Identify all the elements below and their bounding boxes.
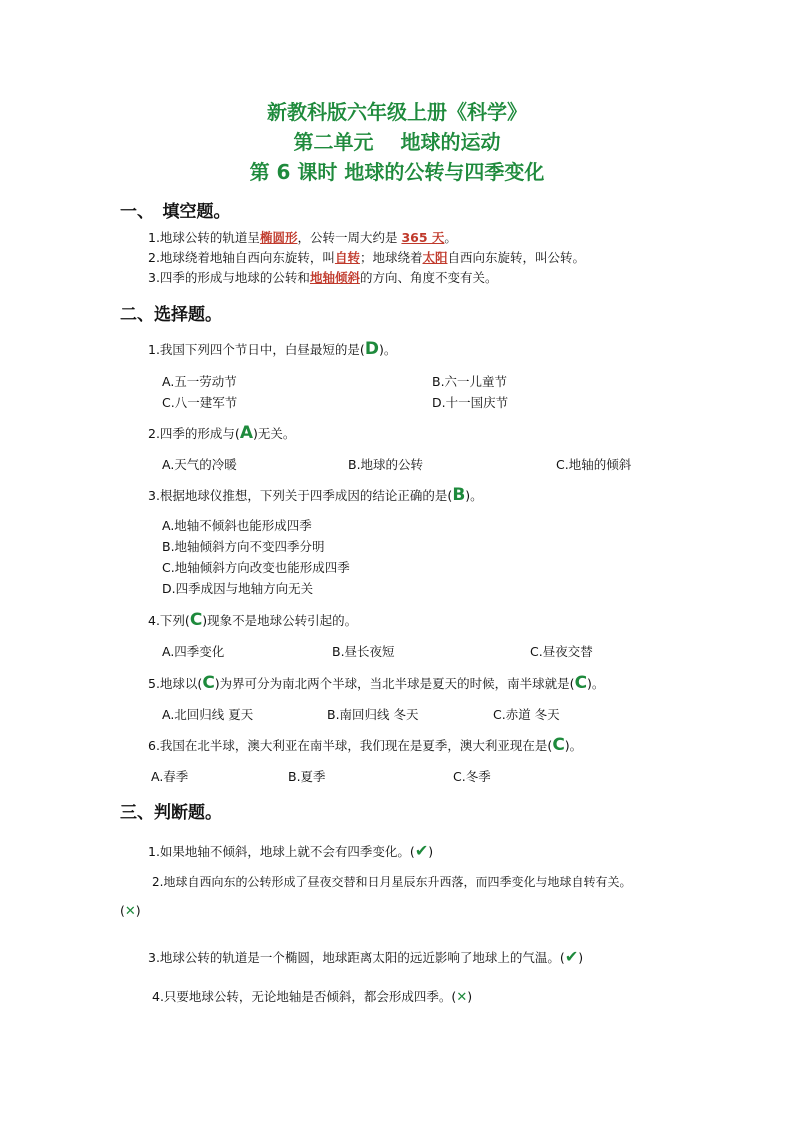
fill-answer: 椭圆形 bbox=[259, 230, 298, 245]
option: C.地轴的倾斜 bbox=[556, 457, 632, 472]
option: A.地轴不倾斜也能形成四季 bbox=[162, 518, 312, 533]
option: B.六一儿童节 bbox=[432, 374, 508, 389]
option: A.五一劳动节 bbox=[162, 374, 237, 389]
option: C.八一建军节 bbox=[162, 395, 238, 410]
choice-question-2: 2.四季的形成与(A)无关。 bbox=[148, 423, 296, 443]
option: B.地轴倾斜方向不变四季分明 bbox=[162, 539, 325, 554]
section-2-heading: 二、选择题。 bbox=[120, 305, 222, 325]
choice-question-1: 1.我国下列四个节日中，白昼最短的是(D)。 bbox=[148, 339, 397, 359]
check-mark-icon: ✔ bbox=[564, 947, 579, 966]
choice-question-5: 5.地球以(C)为界可分为南北两个半球，当北半球是夏天的时候，南半球就是(C)。 bbox=[148, 673, 605, 693]
fill-answer: 自转 bbox=[334, 250, 360, 265]
option: D.十一国庆节 bbox=[432, 395, 509, 410]
option: A.四季变化 bbox=[162, 644, 225, 659]
choice-answer: C bbox=[189, 610, 203, 630]
option: A.春季 bbox=[151, 769, 189, 784]
judge-question-2: 2.地球自西向东的公转形成了昼夜交替和日月星辰东升西落，而四季变化与地球自转有关。 bbox=[152, 875, 632, 889]
fill-question-3: 3.四季的形成与地球的公转和地轴倾斜的方向、角度不变有关。 bbox=[148, 270, 498, 285]
choice-answer: D bbox=[364, 339, 379, 359]
fill-answer: 365 天 bbox=[401, 230, 445, 245]
cross-mark-icon: ✕ bbox=[456, 990, 468, 1005]
fill-answer: 地轴倾斜 bbox=[309, 270, 360, 285]
option: C.昼夜交替 bbox=[530, 644, 593, 659]
title-line-1: 新教科版六年级上册《科学》 bbox=[267, 100, 527, 124]
judge-question-1: 1.如果地轴不倾斜，地球上就不会有四季变化。(✔) bbox=[148, 841, 434, 860]
section-1-heading: 一、 填空题。 bbox=[120, 202, 231, 222]
choice-question-4: 4.下列(C)现象不是地球公转引起的。 bbox=[148, 610, 358, 630]
section-3-heading: 三、判断题。 bbox=[120, 803, 222, 823]
option: C.赤道 冬天 bbox=[493, 707, 560, 722]
fill-question-2: 2.地球绕着地轴自西向东旋转，叫自转；地球绕着太阳自西向东旋转，叫公转。 bbox=[148, 250, 585, 265]
choice-answer: C bbox=[202, 673, 215, 693]
choice-answer: C bbox=[574, 673, 588, 693]
fill-question-1: 1.地球公转的轨道呈椭圆形，公转一周大约是 365 天。 bbox=[148, 230, 457, 245]
option: C.地轴倾斜方向改变也能形成四季 bbox=[162, 560, 350, 575]
option: D.四季成因与地轴方向无关 bbox=[162, 581, 314, 596]
choice-question-3: 3.根据地球仪推想，下列关于四季成因的结论正确的是(B)。 bbox=[148, 485, 483, 505]
title-line-2: 第二单元 地球的运动 bbox=[293, 130, 501, 154]
choice-question-6: 6.我国在北半球，澳大利亚在南半球，我们现在是夏季，澳大利亚现在是(C)。 bbox=[148, 735, 583, 755]
judge-question-3: 3.地球公转的轨道是一个椭圆，地球距离太阳的远近影响了地球上的气温。(✔) bbox=[148, 947, 584, 966]
choice-answer: C bbox=[552, 735, 565, 755]
option: B.地球的公转 bbox=[348, 457, 424, 472]
option: B.南回归线 冬天 bbox=[327, 707, 419, 722]
judge-answer-2: (✕) bbox=[120, 903, 141, 919]
choice-answer: B bbox=[452, 485, 466, 505]
cross-mark-icon: ✕ bbox=[124, 904, 136, 919]
option: A.北回归线 夏天 bbox=[162, 707, 254, 722]
option: B.夏季 bbox=[288, 769, 326, 784]
option: A.天气的冷暖 bbox=[162, 457, 237, 472]
title-line-3: 第 6 课时 地球的公转与四季变化 bbox=[249, 160, 545, 184]
check-mark-icon: ✔ bbox=[414, 841, 429, 860]
judge-question-4: 4.只要地球公转，无论地轴是否倾斜，都会形成四季。(✕) bbox=[152, 989, 473, 1005]
option: B.昼长夜短 bbox=[332, 644, 395, 659]
choice-answer: A bbox=[239, 423, 253, 443]
option: C.冬季 bbox=[453, 769, 491, 784]
fill-answer: 太阳 bbox=[422, 250, 448, 265]
